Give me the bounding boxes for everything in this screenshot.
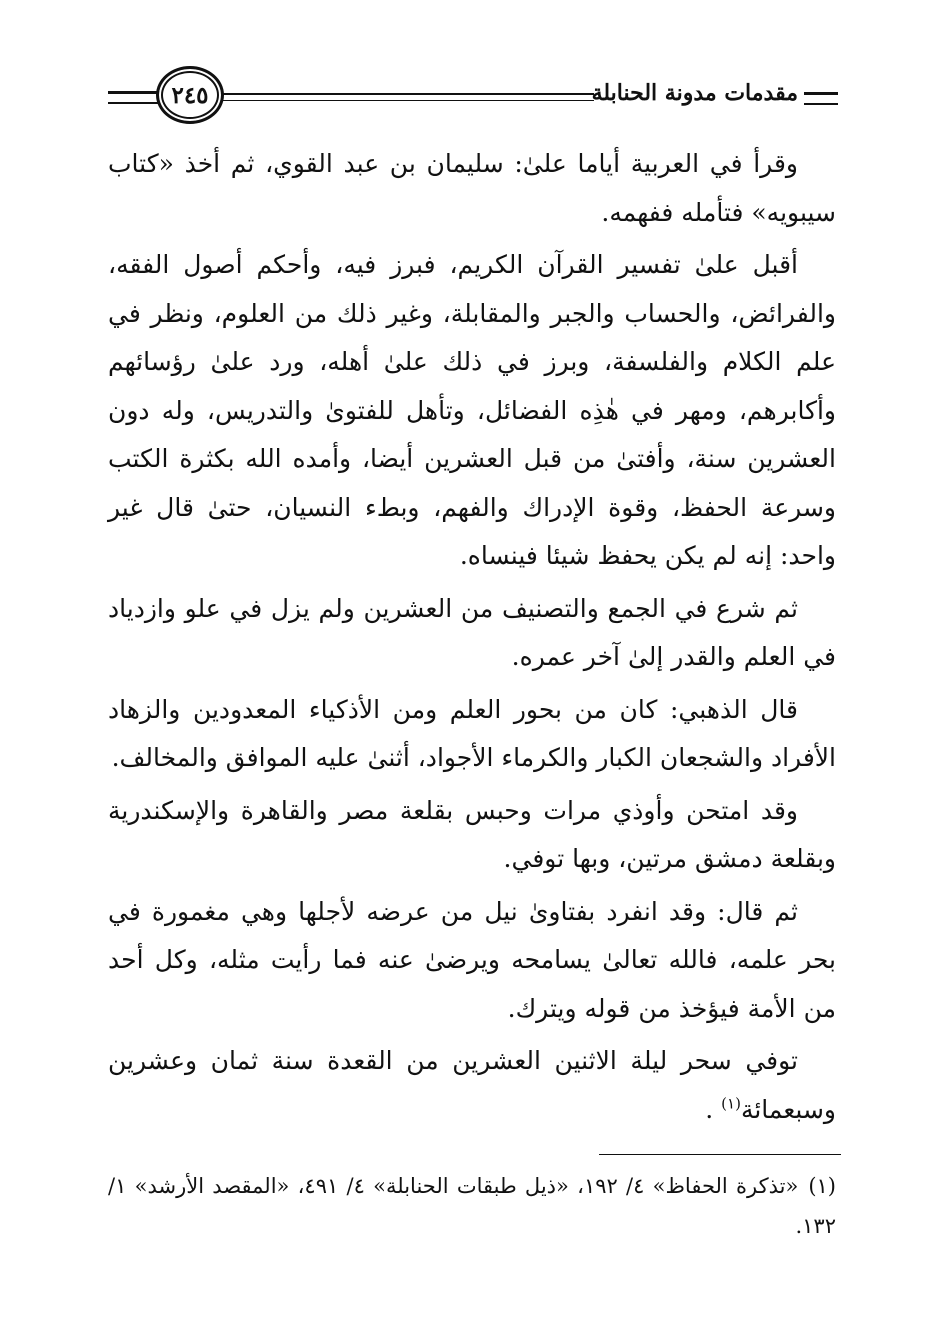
- header-rule: [216, 93, 594, 101]
- paragraph: ثم قال: وقد انفرد بفتاوىٰ نيل من عرضه لأجلها وهي مغمورة في بحر علمه، فالله تعالىٰ يسامحه ويرضىٰ عنه فما رأيت مثله، وكل أحد من الأمة فيؤخذ من قوله ويترك.: [108, 896, 836, 1023]
- header-ornament-right: [804, 92, 838, 105]
- header-ornament-left: [108, 91, 158, 104]
- footnote-separator: [599, 1154, 841, 1155]
- footnote-number: (١): [808, 1174, 836, 1198]
- main-text: [108, 140, 836, 1138]
- page-number-badge: [156, 66, 224, 124]
- paragraph-last: [108, 1037, 836, 1134]
- paragraph: وقرأ في العربية أياما علىٰ: سليمان بن عبد القوي، ثم أخذ «كتاب سيبويه» فتأمله ففهمه.: [108, 149, 836, 227]
- paragraph: قال الذهبي: كان من بحور العلم ومن الأذكياء المعدودين والزهاد الأفراد والشجعان الكبار والكرماء الأجواد، أثنىٰ عليه الموافق والمخالف.: [108, 694, 836, 772]
- footnotes: [108, 1166, 836, 1246]
- footnote: [108, 1166, 836, 1246]
- paragraph-text: توفي سحر ليلة الاثنين العشرين من القعدة سنة ثمان وعشرين وسبعمائة: [108, 1046, 836, 1124]
- footnote-text: «تذكرة الحفاظ» ٤/ ١٩٢، «ذيل طبقات الحنابلة» ٤/ ٤٩١، «المقصد الأرشد» ١/ ١٣٢.: [108, 1174, 836, 1238]
- page-header: [108, 62, 838, 122]
- paragraph: أقبل علىٰ تفسير القرآن الكريم، فبرز فيه، وأحكم أصول الفقه، والفرائض، والحساب والجبر والمقابلة، وغير ذلك من العلوم، ونظر في علم الكلام والفلسفة، وبرز في ذلك علىٰ أهله، ورد علىٰ رؤسائهم وأكابرهم، ومهر في هٰذِه الفضائل، وتأهل للفتوىٰ والتدريس، وله دون العشرين سنة، وأفتىٰ من قبل العشرين أيضا، وأمده الله بكثرة الكتب وسرعة الحفظ، وقوة الإدراك والفهم، وبطء النسيان، حتىٰ قال غير واحد: إنه لم يكن يحفظ شيئا فينساه.: [108, 250, 836, 570]
- footnote-reference[interactable]: (١): [721, 1094, 741, 1113]
- paragraph: ثم شرع في الجمع والتصنيف من العشرين ولم يزل في علو وازدياد في العلم والقدر إلىٰ آخر عمره.: [108, 593, 836, 671]
- page-number: ٢٤٥: [171, 81, 209, 109]
- paragraph: وقد امتحن وأوذي مرات وحبس بقلعة مصر والقاهرة والإسكندرية وبقلعة دمشق مرتين، وبها توفي.: [108, 795, 836, 873]
- paragraph-end: .: [705, 1094, 722, 1124]
- running-title: مقدمات مدونة الحنابلة: [591, 80, 798, 106]
